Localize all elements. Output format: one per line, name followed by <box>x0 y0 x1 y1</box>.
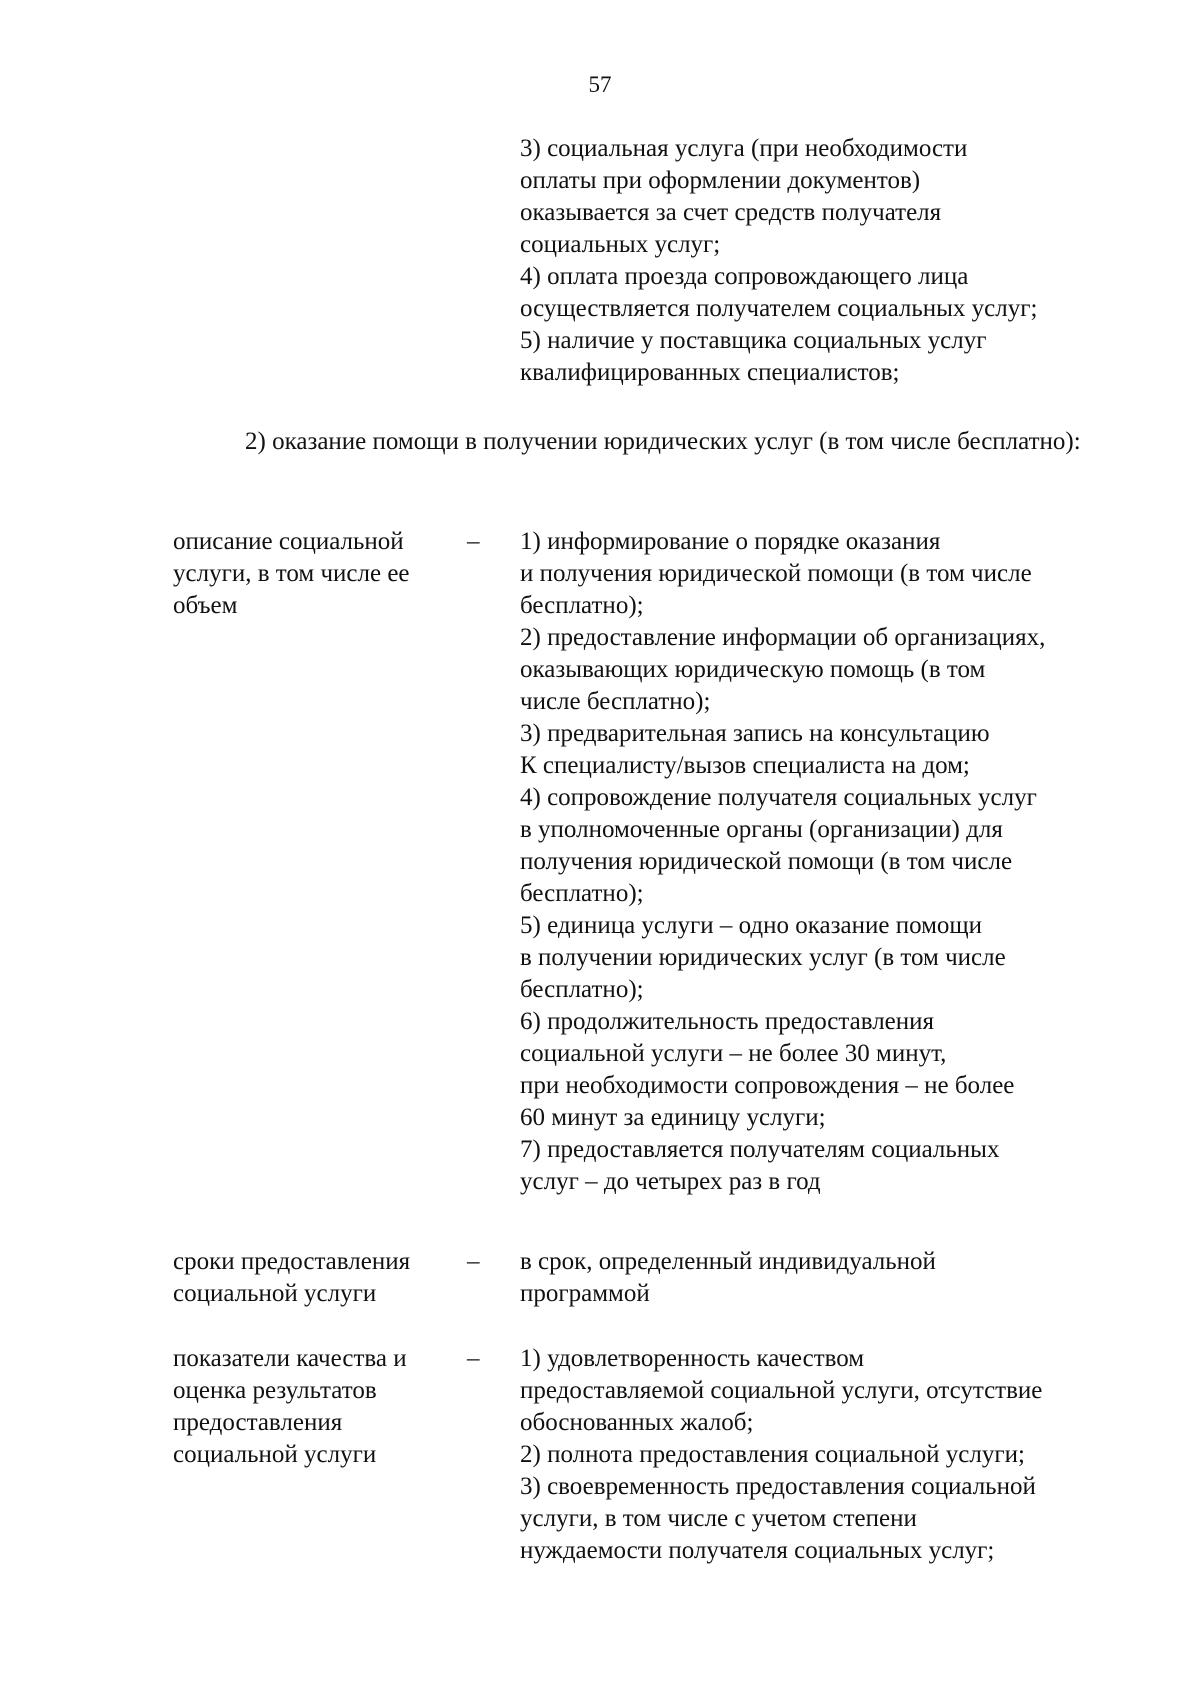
definition-line: бесплатно); <box>520 592 644 619</box>
term-line: услуги, в том числе ее <box>173 560 410 587</box>
term-line: предоставления <box>173 1409 343 1436</box>
definition-line: обоснованных жалоб; <box>520 1409 754 1436</box>
row-definition-deadlines <box>520 1246 936 1310</box>
definition-line: и получения юридической помощи (в том числе <box>520 560 1032 587</box>
definition-line: 2) полнота предоставления социальной услуги; <box>520 1441 1025 1468</box>
term-line: показатели качества и <box>173 1345 407 1372</box>
term-line: социальной услуги <box>173 1280 377 1307</box>
definition-line: 6) продолжительность предоставления <box>520 1008 935 1035</box>
definition-line: услуги, в том числе с учетом степени <box>520 1505 917 1532</box>
text-line: 3) социальная услуга (при необходимости <box>520 135 968 162</box>
definition-line: 1) информирование о порядке оказания <box>520 528 941 555</box>
text-line: социальных услуг; <box>520 231 721 258</box>
text-line: осуществляется получателем социальных услуг; <box>520 295 1038 322</box>
definition-line: 1) удовлетворенность качеством <box>520 1345 865 1372</box>
definition-line: 3) предварительная запись на консультацию <box>520 720 990 747</box>
definition-line: в срок, определенный индивидуальной <box>520 1248 936 1275</box>
text-line: квалифицированных специалистов; <box>520 359 900 386</box>
page-number: 57 <box>588 72 612 97</box>
text-line: 5) наличие у поставщика социальных услуг <box>520 327 987 354</box>
definition-line: в получении юридических услуг (в том числе <box>520 944 1006 971</box>
definition-line: 4) сопровождение получателя социальных услуг <box>520 784 1037 811</box>
row-term-description <box>173 526 410 622</box>
row-definition-quality <box>520 1343 1042 1567</box>
definition-line: программой <box>520 1280 650 1307</box>
row-term-quality <box>173 1343 407 1471</box>
definition-line: услуг – до четырех раз в год <box>520 1168 821 1195</box>
definition-line: оказывающих юридическую помощь (в том <box>520 656 986 683</box>
definition-line: 7) предоставляется получателям социальных <box>520 1136 1000 1163</box>
definition-line: числе бесплатно); <box>520 688 711 715</box>
row-dash: – <box>467 528 480 555</box>
definition-line: в уполномоченные органы (организации) для <box>520 816 1003 843</box>
term-line: социальной услуги <box>173 1441 377 1468</box>
text-line: 4) оплата проезда сопровождающего лица <box>520 263 969 290</box>
definition-line: нуждаемости получателя социальных услуг; <box>520 1537 995 1564</box>
term-line: оценка результатов <box>173 1377 377 1404</box>
definition-line: 5) единица услуги – одно оказание помощи <box>520 912 983 939</box>
term-line: объем <box>173 592 238 619</box>
section-heading: 2) оказание помощи в получении юридических услуг (в том числе бесплатно): <box>245 428 1081 455</box>
definition-line: 2) предоставление информации об организациях, <box>520 624 1046 651</box>
definition-line: 60 минут за единицу услуги; <box>520 1104 826 1131</box>
text-line: оплаты при оформлении документов) <box>520 167 921 194</box>
term-line: сроки предоставления <box>173 1248 411 1275</box>
row-dash: – <box>467 1345 480 1372</box>
definition-line: социальной услуги – не более 30 минут, <box>520 1040 947 1067</box>
definition-line: бесплатно); <box>520 880 644 907</box>
row-definition-description <box>520 526 1045 1198</box>
row-dash: – <box>467 1248 480 1275</box>
definition-line: К специалисту/вызов специалиста на дом; <box>520 752 970 779</box>
definition-line: при необходимости сопровождения – не более <box>520 1072 1015 1099</box>
continued-list <box>520 133 1037 389</box>
term-line: описание социальной <box>173 528 404 555</box>
definition-line: получения юридической помощи (в том числе <box>520 848 1013 875</box>
definition-line: предоставляемой социальной услуги, отсутствие <box>520 1377 1043 1404</box>
definition-line: бесплатно); <box>520 976 644 1003</box>
text-line: оказывается за счет средств получателя <box>520 199 942 226</box>
row-term-deadlines <box>173 1246 410 1310</box>
definition-line: 3) своевременность предоставления социальной <box>520 1473 1036 1500</box>
